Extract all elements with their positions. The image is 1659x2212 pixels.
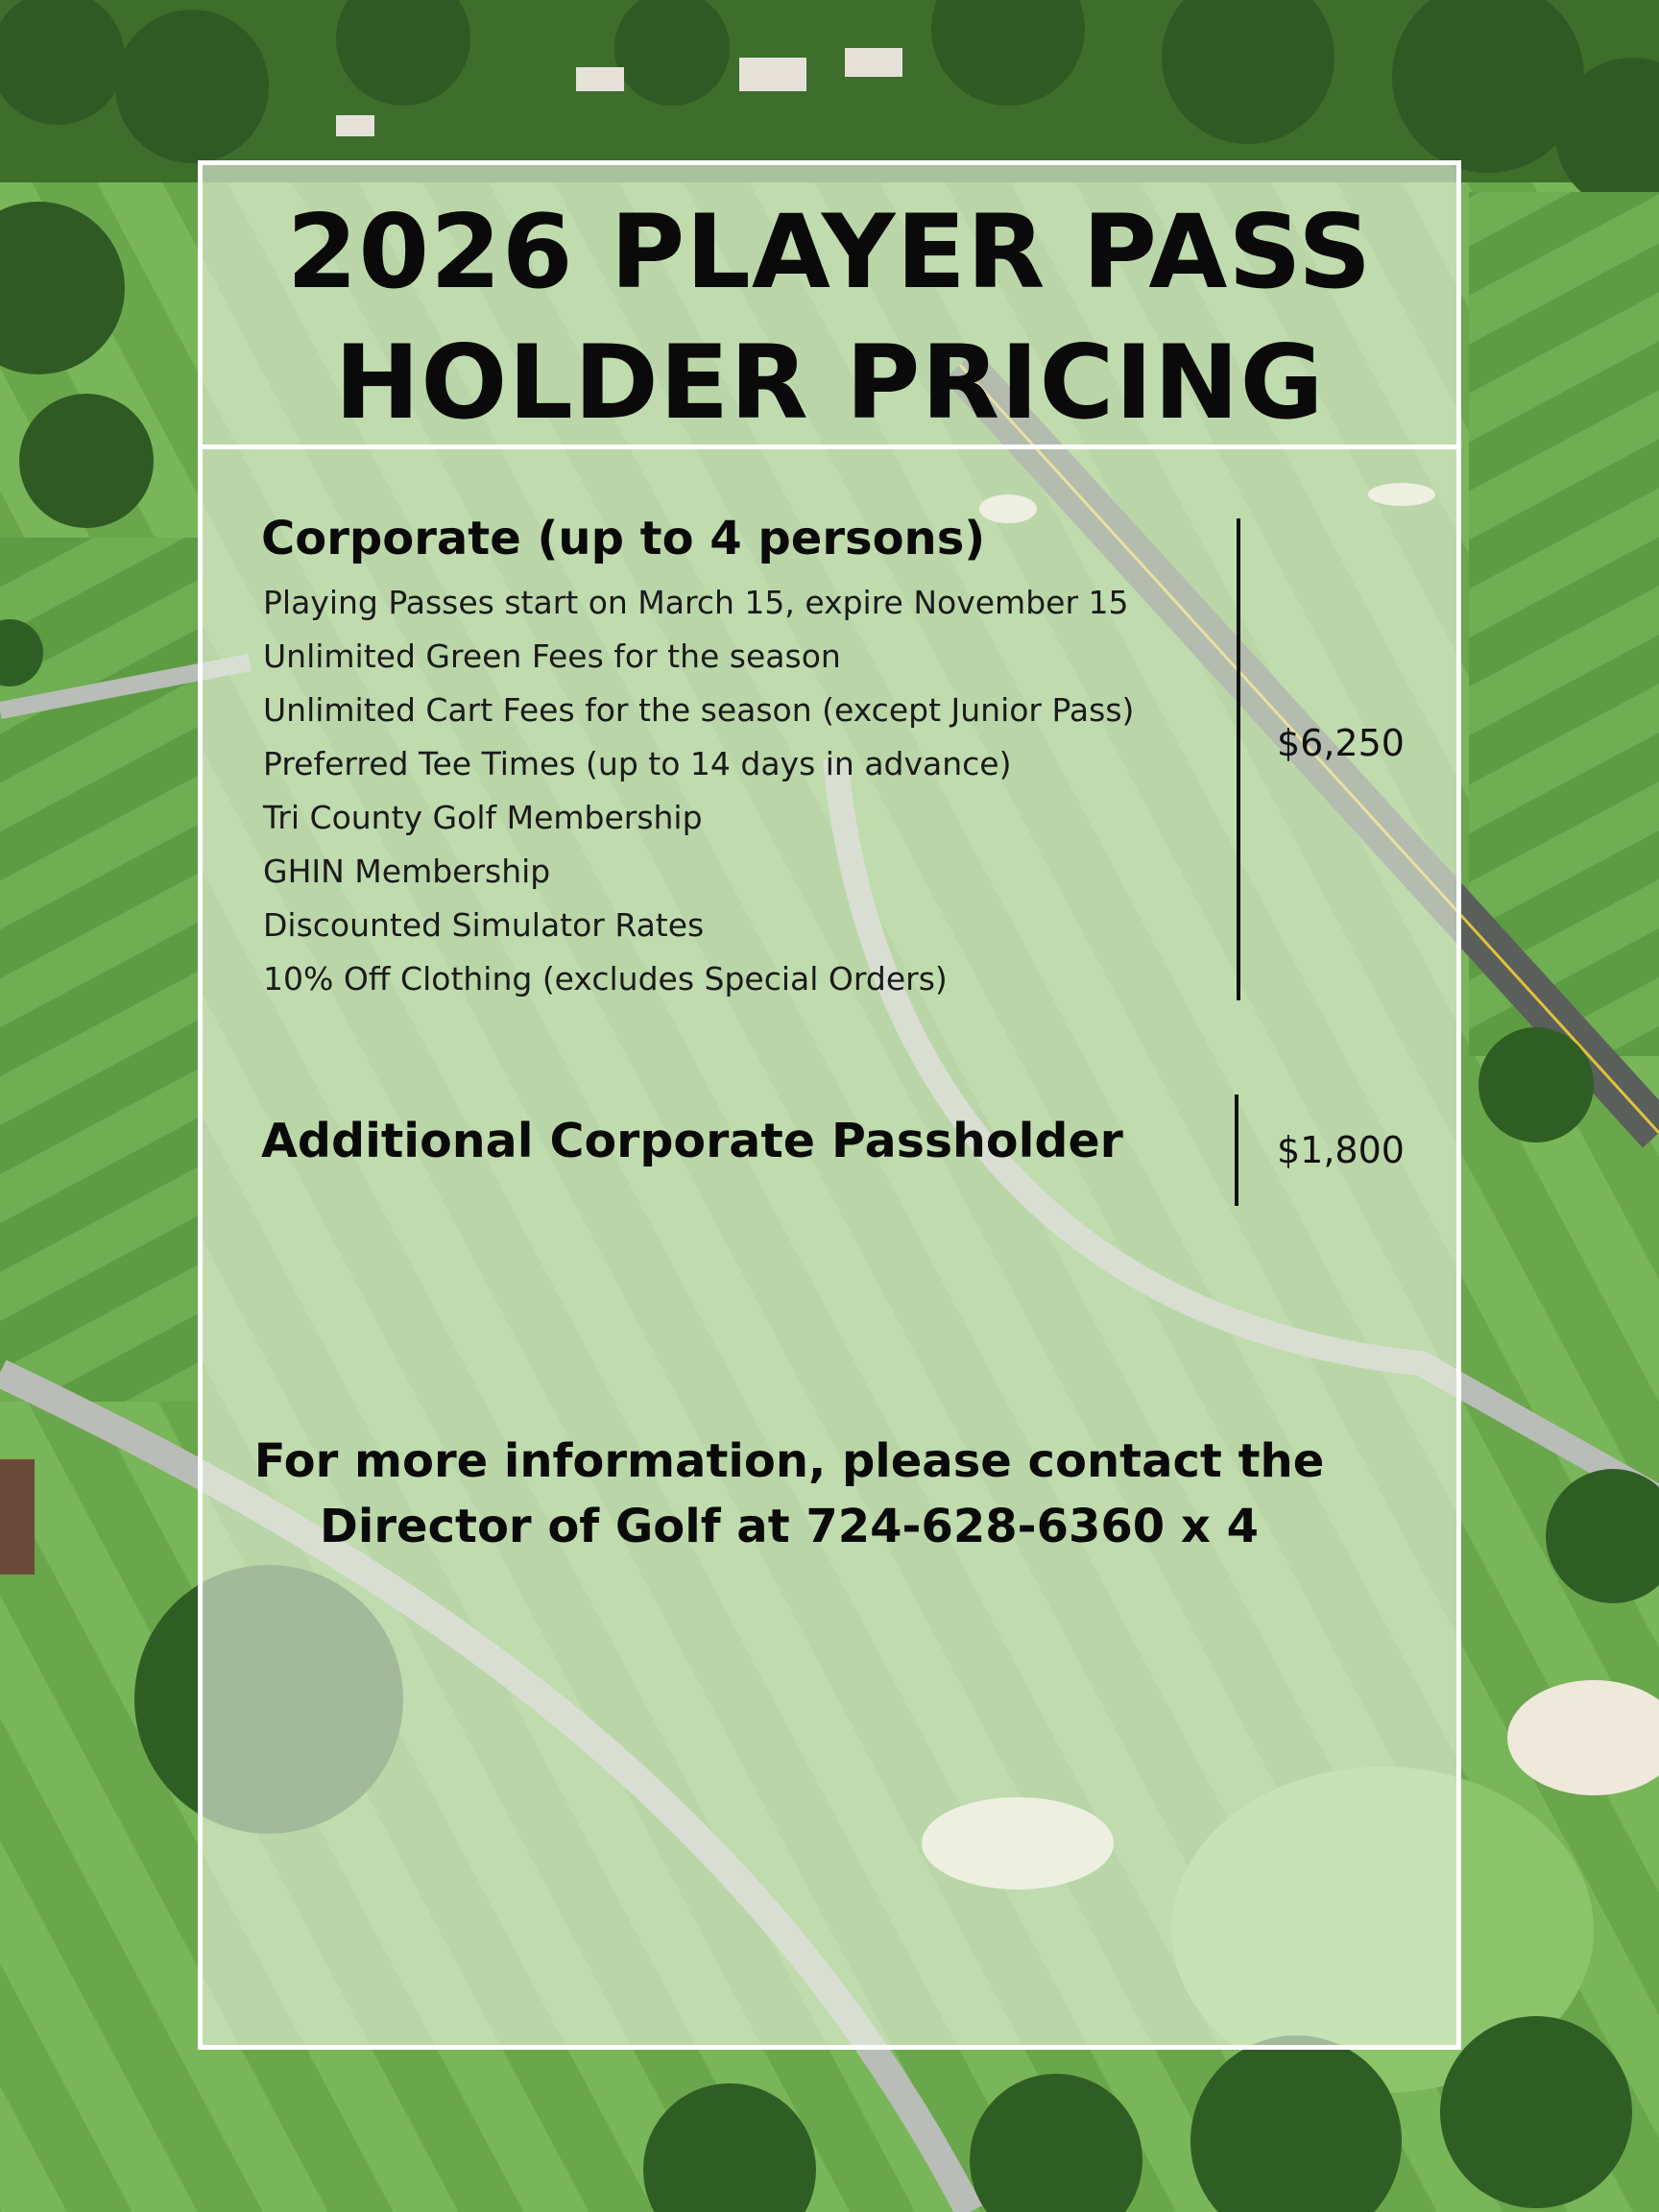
feature-item: Discounted Simulator Rates xyxy=(263,906,705,944)
page-title xyxy=(198,187,1461,448)
additional-passholder-heading: Additional Corporate Passholder xyxy=(261,1114,1123,1168)
feature-item: Unlimited Cart Fees for the season (except Junior Pass) xyxy=(263,691,1135,729)
corporate-feature-list xyxy=(263,576,1134,1006)
feature-item: Tri County Golf Membership xyxy=(263,799,703,836)
feature-item: Playing Passes start on March 15, expire November 15 xyxy=(263,584,1129,621)
feature-item: Preferred Tee Times (up to 14 days in advance) xyxy=(263,745,1012,782)
additional-passholder-price: $1,800 xyxy=(1277,1129,1405,1171)
feature-item: Unlimited Green Fees for the season xyxy=(263,637,841,675)
price-divider-line xyxy=(1237,518,1240,1000)
contact-info xyxy=(198,1429,1381,1559)
corporate-price: $6,250 xyxy=(1277,722,1405,764)
feature-item: 10% Off Clothing (excludes Special Orders) xyxy=(263,960,948,998)
feature-item: GHIN Membership xyxy=(263,853,551,890)
price-divider-line xyxy=(1235,1094,1238,1206)
contact-line-1: For more information, please contact the xyxy=(253,1434,1325,1488)
contact-line-2: Director of Golf at 724-628-6360 x 4 xyxy=(320,1500,1259,1553)
title-line-2: HOLDER PRICING xyxy=(334,324,1325,442)
corporate-heading: Corporate (up to 4 persons) xyxy=(261,512,986,565)
title-line-1: 2026 PLAYER PASS xyxy=(286,193,1373,311)
